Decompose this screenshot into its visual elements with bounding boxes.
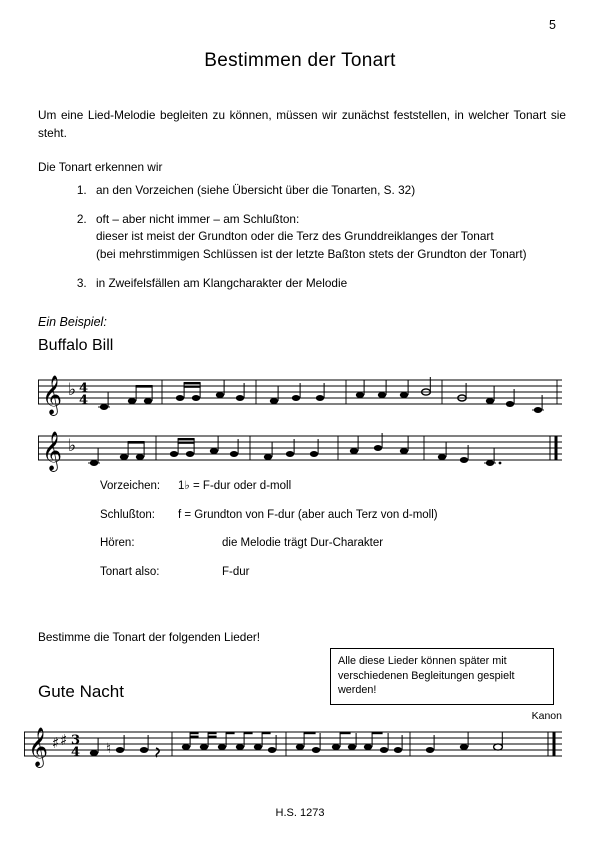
- assignment-text: Bestimme die Tonart der folgenden Lieder!: [38, 630, 261, 644]
- analysis-value: F-dur: [222, 565, 250, 578]
- analysis-value: die Melodie trägt Dur-Charakter: [222, 537, 384, 549]
- svg-text:𝄞: 𝄞: [28, 727, 49, 767]
- list-item: [90, 275, 590, 293]
- svg-text:3: 3: [71, 733, 81, 748]
- analysis-block: [100, 481, 438, 595]
- analysis-row: [100, 567, 438, 579]
- analysis-value: 1♭ = F-dur oder d-moll: [178, 480, 292, 492]
- analysis-label: Tonart also:: [100, 565, 160, 578]
- svg-text:𝄞: 𝄞: [42, 375, 63, 415]
- page-title: Bestimmen der Tonart: [204, 50, 396, 71]
- svg-text:♯: ♯: [60, 731, 68, 749]
- list-item-main: oft – aber nicht immer – am Schlußton:: [96, 211, 300, 226]
- song-title-buffalo-bill: Buffalo Bill: [38, 337, 114, 354]
- svg-text:♯: ♯: [52, 734, 60, 752]
- analysis-value: f = Grundton von F-dur (aber auch Terz von d-moll): [178, 508, 438, 521]
- list-item: [90, 182, 590, 200]
- note-box: Alle diese Lieder können später mit verschiedenen Begleitungen gespielt werden!: [330, 648, 554, 705]
- svg-text:♭: ♭: [68, 436, 77, 456]
- song-marking-kanon: Kanon: [531, 710, 562, 722]
- analysis-label: Schlußton:: [100, 508, 155, 521]
- list-item-sub2: (bei mehrstimmigen Schlüssen ist der letzte Baßton stets der Grundton der Tonart): [96, 247, 527, 262]
- song-title-gute-nacht: Gute Nacht: [38, 682, 124, 701]
- svg-text:4: 4: [79, 393, 89, 408]
- svg-text:4: 4: [71, 745, 81, 760]
- analysis-label: Vorzeichen:: [100, 480, 161, 492]
- analysis-label: Hören:: [100, 537, 135, 549]
- analysis-row: [100, 538, 438, 550]
- list-item: [90, 211, 590, 264]
- list-item-main: an den Vorzeichen (siehe Übersicht über die Tonarten, S. 32): [96, 183, 416, 197]
- example-label: Ein Beispiel:: [38, 315, 107, 329]
- analysis-row: [100, 481, 438, 493]
- svg-text:♮: ♮: [106, 741, 112, 757]
- music-system-2: [38, 428, 562, 474]
- list-item-main: in Zweifelsfällen am Klangcharakter der Melodie: [96, 275, 348, 290]
- svg-text:4: 4: [79, 381, 89, 396]
- lead-paragraph: Die Tonart erkennen wir: [38, 160, 163, 174]
- analysis-row: [100, 510, 438, 522]
- svg-text:𝄞: 𝄞: [42, 431, 63, 471]
- music-system-1: [38, 372, 562, 418]
- page-number: 5: [549, 18, 556, 32]
- page-footer: H.S. 1273: [275, 807, 325, 819]
- points-list: [62, 182, 590, 303]
- svg-text:♭: ♭: [68, 380, 77, 400]
- list-item-sub1: dieser ist meist der Grundton oder die Terz des Grunddreiklanges der Tonart: [96, 229, 494, 244]
- music-system-3: [24, 724, 562, 770]
- intro-paragraph: Um eine Lied-Melodie begleiten zu können, müssen wir zunächst feststellen, in welcher Tonart sie steht.: [38, 108, 566, 141]
